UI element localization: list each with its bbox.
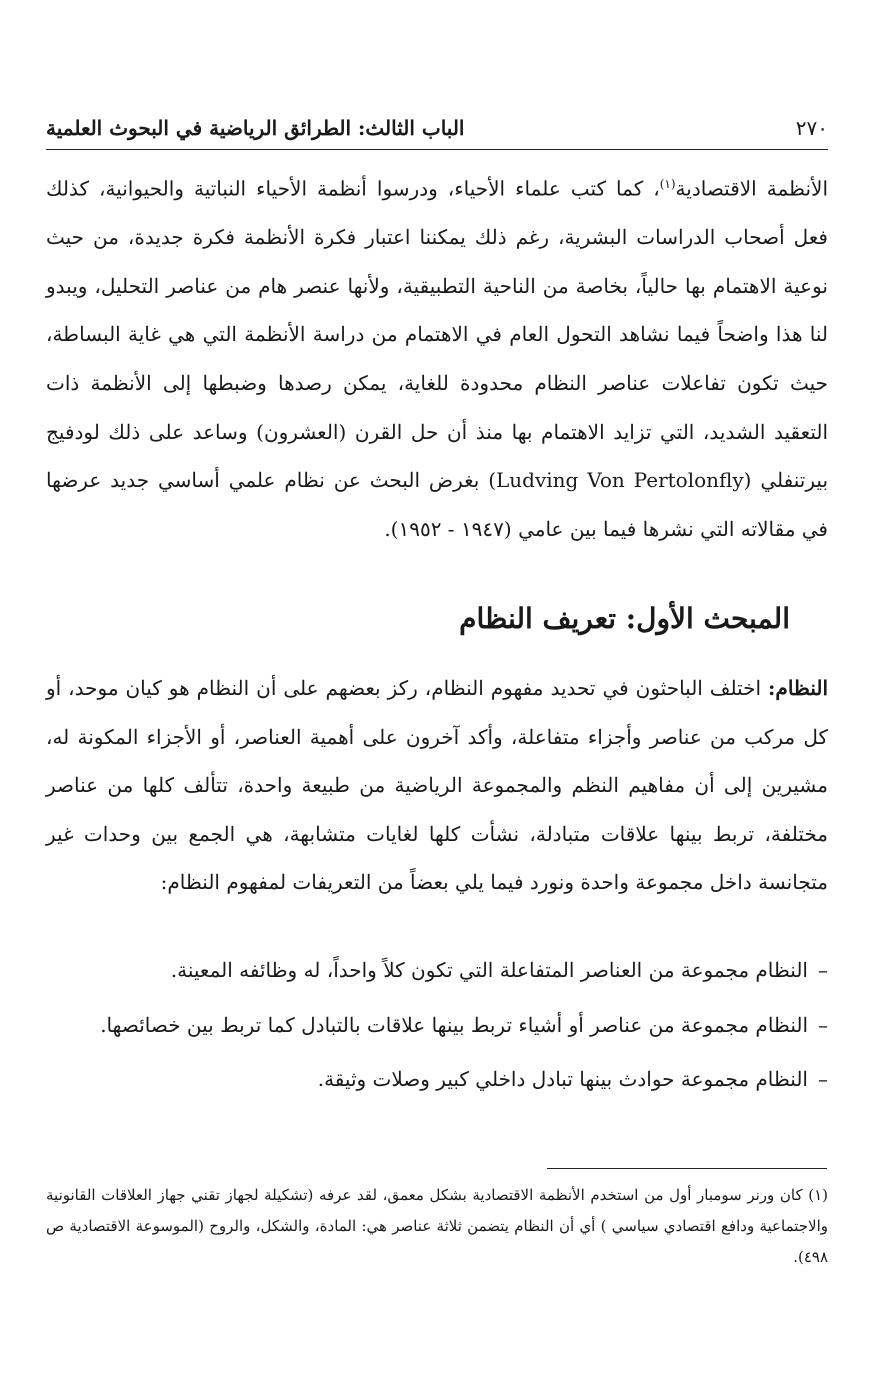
definition-text: اختلف الباحثون في تحديد مفهوم النظام، ركز بعضهم على أن النظام هو كيان موحد، أو كل مركب من عناصر وأجزاء متفاعلة، وأكد آخرون على أهمية العناصر، أو الأجزاء المكونة له، مشيرين إلى أن مفاهيم النظم والمجموعة الرياضية من طبيعة واحدة، تتألف كلها من عناصر مختلفة، تربط بينها علاقات متبادلة، نشأت كلها لغايات متشابهة، هي الجمع بين وحدات غير متجانسة داخل مجموعة واحدة ونورد فيما يلي بعضاً من التعريفات لمفهوم النظام:: [46, 676, 828, 895]
list-item: [46, 946, 828, 995]
footnote-reference: (١): [659, 177, 676, 191]
intro-text-rest: ، كما كتب علماء الأحياء، ودرسوا أنظمة الأحياء النباتية والحيوانية، كذلك فعل أصحاب الدراسات البشرية، رغم ذلك يمكننا اعتبار فكرة الأنظمة فكرة جديدة، من حيث نوعية الاهتمام بها حالياً، بخاصة من الناحية التطبيقية، ولأنها عنصر هام من عناصر التحليل، ويبدو لنا هذا واضحاً فيما نشاهد التحول العام في الاهتمام من دراسة الأنظمة التي هي غاية البساطة، حيث تكون تفاعلات عناصر النظام محدودة للغاية، يمكن رصدها وضبطها إلى الأنظمة ذات التعقيد الشديد، التي تزايد الاهتمام بها منذ أن حل القرن (العشرون) وساعد على ذلك لودفيج بيرتنفلي (Ludving Von Pertolonfly) بغرض البحث عن نظام علمي أساسي جديد عرضها في مقالاته التي نشرها فيما بين عامي (١٩٤٧ - ١٩٥٢).: [46, 176, 829, 541]
header-divider: [46, 149, 828, 150]
list-item-text: النظام مجموعة من العناصر المتفاعلة التي تكون كلاً واحداً، له وظائفه المعينة.: [170, 958, 808, 982]
intro-text-start: الأنظمة الاقتصادية: [675, 176, 828, 201]
running-title: الباب الثالث: الطرائق الرياضية في البحوث العلمية: [46, 116, 465, 140]
page-number: ٢٧٠: [795, 116, 828, 140]
definition-paragraph: [46, 664, 828, 907]
list-dash: –: [818, 1012, 828, 1037]
list-item: [46, 1055, 828, 1104]
list-dash: –: [818, 958, 828, 982]
footnote-divider: [547, 1168, 827, 1169]
list-item: [46, 1001, 828, 1050]
definitions-list: [46, 946, 828, 1110]
section-heading: المبحث الأول: تعريف النظام: [459, 602, 790, 635]
list-item-text: النظام مجموعة من عناصر أو أشياء تربط بينها علاقات بالتبادل كما تربط بين خصائصها.: [100, 1012, 808, 1037]
list-dash: –: [818, 1067, 828, 1092]
definition-term: النظام:: [768, 676, 828, 700]
footnote: (١) كان ورنر سومبار أول من استخدم الأنظمة الاقتصادية بشكل معمق، لقد عرفه (تشكيلة لجهاز تقني جهاز العلاقات القانونية والاجتماعية ودافع اقتصادي سياسي ) أي أن النظام يتضمن ثلاثة عناصر هي: المادة، والشكل، والروح (الموسوعة الاقتصادية ص ٤٩٨).: [46, 1186, 828, 1266]
page-header: [46, 108, 828, 148]
list-item-text: النظام مجموعة حوادث بينها تبادل داخلي كبير وصلات وثيقة.: [317, 1067, 808, 1092]
intro-paragraph: [46, 160, 828, 553]
